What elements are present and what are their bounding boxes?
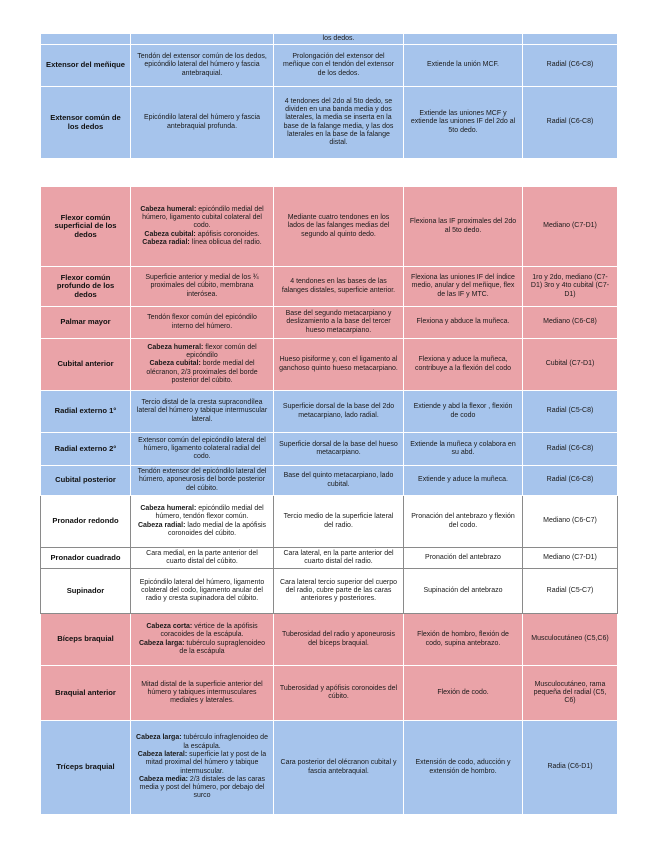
- innervation-cell: Mediano (C7-D1): [523, 548, 618, 569]
- innervation-cell: 1ro y 2do, mediano (C7-D1) 3ro y 4to cubital (C7-D1): [523, 267, 618, 307]
- table-row: [41, 496, 618, 548]
- action-cell: Pronación del antebrazo: [404, 548, 523, 569]
- insertion-cell: 4 tendones del 2do al 5to dedo, se dividen en una banda media y dos laterales, la media se inserta en la base de la falange media, y las dos laterales en la base de la falange distal.: [274, 87, 404, 159]
- innervation-cell: Radial (C6-C8): [523, 87, 618, 159]
- innervation-cell: Radial (C5-C8): [523, 391, 618, 433]
- origin-cell: Tercio distal de la cresta supracondílea lateral del húmero y tabique intermuscular lateral.: [131, 391, 274, 433]
- origin-cell: [131, 34, 274, 45]
- origin-cell: Extensor común del epicóndilo lateral del húmero, ligamento colateral radial del codo.: [131, 433, 274, 466]
- table-row: [41, 666, 618, 721]
- table-row: [41, 307, 618, 339]
- action-cell: Extiende y aduce la muñeca.: [404, 466, 523, 496]
- action-cell: Supinación del antebrazo: [404, 569, 523, 614]
- innervation-cell: Radial (C5-C7): [523, 569, 618, 614]
- action-cell: Extiende y abd la flexor , flexión de codo: [404, 391, 523, 433]
- muscle-table-continued: [40, 33, 618, 159]
- insertion-cell: Cara lateral tercio superior del cuerpo del radio, cubre parte de las caras anteriores y posteriores.: [274, 569, 404, 614]
- insertion-cell: Base del quinto metacarpiano, lado cubital.: [274, 466, 404, 496]
- muscle-name: Tríceps braquial: [41, 721, 131, 815]
- origin-cell: Superficie anterior y medial de los ¾ proximales del cúbito, membrana interósea.: [131, 267, 274, 307]
- table-row: [41, 391, 618, 433]
- origin-cell: Cabeza humeral: epicóndilo medial del húmero, ligamento cubital colateral del codo. Cabeza cubital: apófisis coronoides. Cabeza radial: línea oblicua del radio.: [131, 187, 274, 267]
- action-cell: Flexión de codo.: [404, 666, 523, 721]
- insertion-cell: Tuberosidad del radio y aponeurosis del bíceps braquial.: [274, 614, 404, 666]
- muscle-name: Flexor común profundo de los dedos: [41, 267, 131, 307]
- origin-cell: Cara medial, en la parte anterior del cuarto distal del cúbito.: [131, 548, 274, 569]
- innervation-cell: Mediano (C6-C7): [523, 496, 618, 548]
- muscle-name: Radial externo 1°: [41, 391, 131, 433]
- table-row: [41, 433, 618, 466]
- table-row: [41, 45, 618, 87]
- muscle-name: Extensor común de los dedos: [41, 87, 131, 159]
- table-row: [41, 87, 618, 159]
- muscle-name: Extensor del meñique: [41, 45, 131, 87]
- insertion-cell: Tuberosidad y apófisis coronoides del cúbito.: [274, 666, 404, 721]
- origin-cell: Cabeza humeral: flexor común del epicóndilo Cabeza cubital: borde medial del olécranon, 2/3 proximales del borde posterior del cúbito.: [131, 339, 274, 391]
- innervation-cell: Cubital (C7-D1): [523, 339, 618, 391]
- table-row: [41, 267, 618, 307]
- origin-cell: Tendón flexor común del epicóndilo interno del húmero.: [131, 307, 274, 339]
- muscle-table: [40, 186, 618, 815]
- insertion-cell: Tercio medio de la superficie lateral del radio.: [274, 496, 404, 548]
- table-row: [41, 569, 618, 614]
- muscle-name: Pronador redondo: [41, 496, 131, 548]
- insertion-cell: Prolongación del extensor del meñique con el tendón del extensor de los dedos.: [274, 45, 404, 87]
- origin-cell: Cabeza larga: tubérculo infraglenoideo de la escápula. Cabeza lateral: superficie lat y post de la mitad proximal del húmero y tabique intermuscular. Cabeza media: 2/3 distales de las caras media y post del húmero, por debajo del surco: [131, 721, 274, 815]
- muscle-name: Palmar mayor: [41, 307, 131, 339]
- muscle-name: Cubital anterior: [41, 339, 131, 391]
- muscle-name: Cubital posterior: [41, 466, 131, 496]
- origin-cell: Tendón extensor del epicóndilo lateral del húmero, aponeurosis del borde posterior del cúbito.: [131, 466, 274, 496]
- table-row: [41, 34, 618, 45]
- innervation-cell: Radial (C6-C8): [523, 433, 618, 466]
- action-cell: Flexión de hombro, flexión de codo, supina antebrazo.: [404, 614, 523, 666]
- action-cell: Flexiona y aduce la muñeca, contribuye a la flexión del codo: [404, 339, 523, 391]
- insertion-cell: Mediante cuatro tendones en los lados de las falanges medias del segundo al quinto dedo.: [274, 187, 404, 267]
- muscle-name: Braquial anterior: [41, 666, 131, 721]
- innervation-cell: Mediano (C7-D1): [523, 187, 618, 267]
- innervation-cell: Mediano (C6-C8): [523, 307, 618, 339]
- action-cell: Flexiona las uniones IF del índice medio, anular y del meñique, flex de las IF y MTC.: [404, 267, 523, 307]
- table-row: [41, 548, 618, 569]
- insertion-cell: los dedos.: [274, 34, 404, 45]
- action-cell: Flexiona las IF proximales del 2do al 5to dedo.: [404, 187, 523, 267]
- insertion-cell: Cara lateral, en la parte anterior del cuarto distal del radio.: [274, 548, 404, 569]
- action-cell: Extiende la unión MCF.: [404, 45, 523, 87]
- insertion-cell: 4 tendones en las bases de las falanges distales, superficie anterior.: [274, 267, 404, 307]
- action-cell: [404, 34, 523, 45]
- insertion-cell: Hueso pisiforme y, con el ligamento al ganchoso quinto hueso metacarpiano.: [274, 339, 404, 391]
- action-cell: Extensión de codo, aducción y extensión de hombro.: [404, 721, 523, 815]
- table-row: [41, 339, 618, 391]
- muscle-name: Supinador: [41, 569, 131, 614]
- origin-cell: Cabeza corta: vértice de la apófisis coracoides de la escápula. Cabeza larga: tubérculo supraglenoideo de la escápula: [131, 614, 274, 666]
- action-cell: Pronación del antebrazo y flexión del codo.: [404, 496, 523, 548]
- innervation-cell: Musculocutáneo, rama pequeña del radial (C5, C6): [523, 666, 618, 721]
- action-cell: Extiende las uniones MCF y extiende las uniones IF del 2do al 5to dedo.: [404, 87, 523, 159]
- muscle-name: Radial externo 2°: [41, 433, 131, 466]
- muscle-name: Bíceps braquial: [41, 614, 131, 666]
- action-cell: Flexiona y abduce la muñeca.: [404, 307, 523, 339]
- innervation-cell: Musculocutáneo (C5,C6): [523, 614, 618, 666]
- insertion-cell: Base del segundo metacarpiano y deslizamiento a la base del tercer hueso metacarpiano.: [274, 307, 404, 339]
- origin-cell: Epicóndilo lateral del húmero y fascia antebraquial profunda.: [131, 87, 274, 159]
- muscle-name: Flexor común superficial de los dedos: [41, 187, 131, 267]
- table-row: [41, 466, 618, 496]
- insertion-cell: Superficie dorsal de la base del hueso metacarpiano.: [274, 433, 404, 466]
- origin-cell: Mitad distal de la superficie anterior del húmero y tabiques intermusculares mediales y laterales.: [131, 666, 274, 721]
- table-row: [41, 187, 618, 267]
- innervation-cell: Radia (C6-D1): [523, 721, 618, 815]
- table-row: [41, 614, 618, 666]
- table-row: [41, 721, 618, 815]
- origin-cell: Epicóndilo lateral del húmero, ligamento colateral del codo, ligamento anular del radio y cresta supinadora del cúbito.: [131, 569, 274, 614]
- innervation-cell: Radial (C6-C8): [523, 45, 618, 87]
- action-cell: Extiende la muñeca y colabora en su abd.: [404, 433, 523, 466]
- muscle-name: Pronador cuadrado: [41, 548, 131, 569]
- origin-cell: Cabeza humeral: epicóndilo medial del húmero, tendón flexor común. Cabeza radial: lado medial de la apófisis coronoides del cúbito.: [131, 496, 274, 548]
- innervation-cell: [523, 34, 618, 45]
- insertion-cell: Superficie dorsal de la base del 2do metacarpiano, lado radial.: [274, 391, 404, 433]
- muscle-name: [41, 34, 131, 45]
- innervation-cell: Radial (C6-C8): [523, 466, 618, 496]
- insertion-cell: Cara posterior del olécranon cubital y fascia antebraquial.: [274, 721, 404, 815]
- origin-cell: Tendón del extensor común de los dedos, epicóndilo lateral del húmero y fascia antebraquial.: [131, 45, 274, 87]
